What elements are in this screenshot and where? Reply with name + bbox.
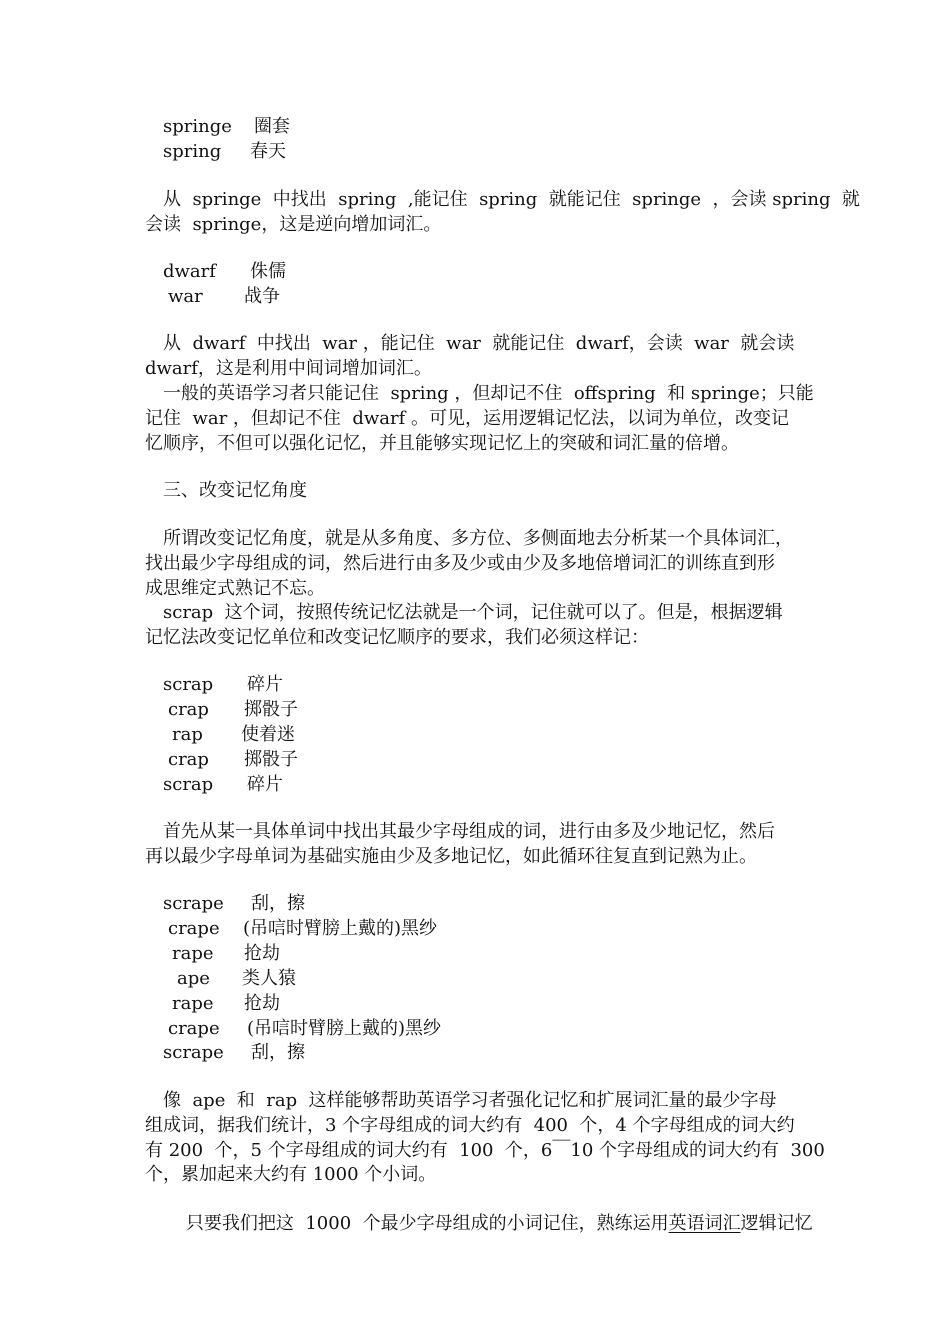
vocab-word: rape xyxy=(172,943,214,964)
vocab-word: ape xyxy=(177,968,210,989)
vocab-meaning: 抢劫 xyxy=(244,993,280,1014)
vocab-word: spring xyxy=(163,141,222,162)
paragraph-line: 再以最少字母单词为基础实施由少及多地记忆，如此循环往复直到记熟为止。 xyxy=(145,846,757,867)
vocab-meaning: 碎片 xyxy=(247,774,283,795)
vocab-word: springe xyxy=(163,116,232,137)
vocab-word: crape xyxy=(168,1018,220,1039)
paragraph-line: dwarf，这是利用中间词增加词汇。 xyxy=(145,358,432,379)
vocab-meaning: 掷骰子 xyxy=(244,749,298,770)
vocab-word: crap xyxy=(168,749,209,770)
vocab-word: scrape xyxy=(163,1042,224,1063)
paragraph-line: 所谓改变记忆角度，就是从多角度、多方位、多侧面地去分析某一个具体词汇， xyxy=(163,528,793,549)
vocab-word: dwarf xyxy=(163,261,216,282)
paragraph-line: 会读 springe，这是逆向增加词汇。 xyxy=(145,214,442,235)
vocab-word: war xyxy=(168,286,203,307)
paragraph-text: 逻辑记忆 xyxy=(740,1213,813,1234)
vocab-word: crape xyxy=(168,918,220,939)
vocab-meaning: (吊唁时臂膀上戴的)黑纱 xyxy=(243,918,438,939)
paragraph-line: 从 springe 中找出 spring ,能记住 spring 就能记住 springe ，会读 spring 就 xyxy=(163,189,860,210)
vocab-word: crap xyxy=(168,699,209,720)
vocab-meaning: 战争 xyxy=(244,286,280,307)
paragraph-line: 从 dwarf 中找出 war ，能记住 war 就能记住 dwarf，会读 war 就会读 xyxy=(163,333,795,354)
vocab-meaning: 侏儒 xyxy=(250,261,286,282)
paragraph-line: 记住 war ，但却记不住 dwarf 。可见，运用逻辑记忆法，以词为单位，改变记 xyxy=(145,408,789,429)
vocab-word: scrap xyxy=(163,674,214,695)
paragraph-line: 个，累加起来大约有 1000 个小词。 xyxy=(145,1164,437,1185)
section-heading: 三、改变记忆角度 xyxy=(163,480,307,501)
paragraph-line xyxy=(163,1188,813,1260)
paragraph-line: 忆顺序，不但可以强化记忆，并且能够实现记忆上的突破和词汇量的倍增。 xyxy=(145,433,739,454)
paragraph-line: scrap 这个词，按照传统记忆法就是一个词，记住就可以了。但是，根据逻辑 xyxy=(163,602,783,623)
vocab-word: scrape xyxy=(163,893,224,914)
paragraph-line: 像 ape 和 rap 这样能够帮助英语学习者强化记忆和扩展词汇量的最少字母 xyxy=(163,1090,777,1111)
vocab-word: scrap xyxy=(163,774,214,795)
paragraph-line: 找出最少字母组成的词，然后进行由多及少或由少及多地倍增词汇的训练直到形 xyxy=(145,553,775,574)
paragraph-text: 只要我们把这 1000 个最少字母组成的小词记住，熟练运用 xyxy=(185,1213,669,1234)
vocab-meaning: 掷骰子 xyxy=(244,699,298,720)
vocabulary-link[interactable]: 英语词汇 xyxy=(668,1213,741,1234)
paragraph-line: 有 200 个，5 个字母组成的词大约有 100 个，6￣10 个字母组成的词大约有 300 xyxy=(145,1140,825,1161)
paragraph-line: 首先从某一具体单词中找出其最少字母组成的词，进行由多及少地记忆，然后 xyxy=(163,821,775,842)
vocab-meaning: 使着迷 xyxy=(241,724,295,745)
paragraph-line: 记忆法改变记忆单位和改变记忆顺序的要求，我们必须这样记： xyxy=(145,627,649,648)
vocab-meaning: 刮，擦 xyxy=(251,1042,305,1063)
vocab-word: rap xyxy=(172,724,203,745)
vocab-meaning: 刮，擦 xyxy=(251,893,305,914)
paragraph-line: 一般的英语学习者只能记住 spring ，但却记不住 offspring 和 springe；只能 xyxy=(163,383,814,404)
vocab-word: rape xyxy=(172,993,214,1014)
paragraph-line: 成思维定式熟记不忘。 xyxy=(145,578,325,599)
vocab-meaning: 春天 xyxy=(250,141,286,162)
vocab-meaning: 碎片 xyxy=(247,674,283,695)
vocab-meaning: (吊唁时臂膀上戴的)黑纱 xyxy=(247,1018,442,1039)
vocab-meaning: 类人猿 xyxy=(242,968,296,989)
vocab-meaning: 抢劫 xyxy=(244,943,280,964)
vocab-meaning: 圈套 xyxy=(254,116,290,137)
paragraph-line: 组成词，据我们统计，3 个字母组成的词大约有 400 个，4 个字母组成的词大约 xyxy=(145,1115,795,1136)
